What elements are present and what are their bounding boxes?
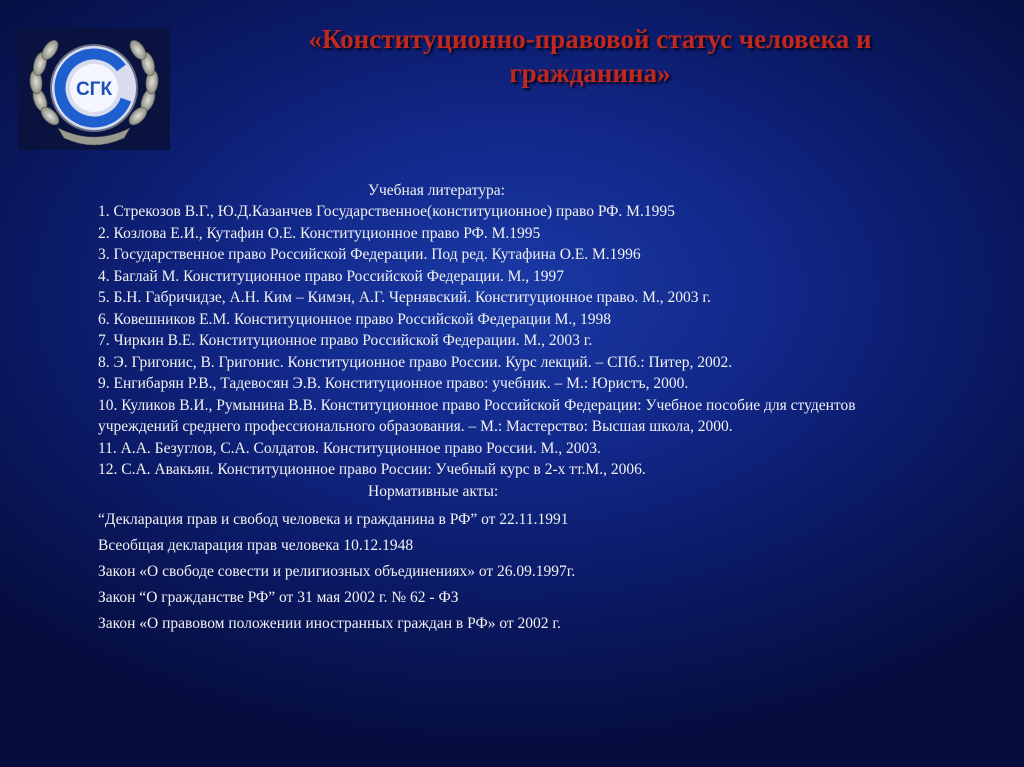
literature-item: 2. Козлова Е.И., Кутафин О.Е. Конституционное право РФ. М.1995 [98, 224, 541, 242]
emblem-letters: СГК [75, 79, 113, 100]
normative-item: “Декларация прав и свобод человека и гражданина в РФ” от 22.11.1991 [98, 510, 569, 528]
literature-list [98, 201, 978, 481]
literature-heading: Учебная литература: [368, 182, 505, 199]
literature-item: 3. Государственное право Российской Федерации. Под ред. Кутафина О.Е. М.1996 [98, 246, 641, 263]
literature-item: 12. С.А. Авакьян. Конституционное право России: Учебный курс в 2-х тт.М., 2006. [98, 461, 646, 478]
literature-item: 11. А.А. Безуглов, С.А. Солдатов. Конституционное право России. М., 2003. [98, 439, 601, 457]
literature-item: 8. Э. Григонис, В. Григонис. Конституционное право России. Курс лекций. – СПб.: Питер, 2002. [98, 353, 733, 371]
literature-item: 9. Енгибарян Р.В., Тадевосян Э.В. Конституционное право: учебник. – М.: Юристъ, 2000. [98, 375, 689, 392]
normative-item: Закон «О правовом положении иностранных граждан в РФ» от 2002 г. [98, 614, 561, 632]
normative-item: Всеобщая декларация прав человека 10.12.1948 [98, 536, 414, 554]
emblem-logo [18, 28, 170, 150]
literature-item: 6. Ковешников Е.М. Конституционное право Российской Федерации М., 1998 [98, 310, 612, 328]
emblem-icon [18, 28, 170, 150]
literature-item: 10. Куликов В.И., Румынина В.В. Конституционное право Российской Федерации: Учебное пособие для студентов учреждений среднего профессионального образования. – М.: Мастерство: Высшая школа, 2000. [98, 396, 856, 435]
literature-item: 5. Б.Н. Габричидзе, А.Н. Ким – Кимэн, А.Г. Чернявский. Конституционное право. М., 2003 г. [98, 289, 711, 306]
normative-item: Закон “О гражданстве РФ” от 31 мая 2002 г. № 62 - ФЗ [98, 588, 459, 606]
slide-content [98, 180, 978, 637]
normative-heading: Нормативные акты: [368, 482, 499, 500]
title-line-2: гражданина» [509, 58, 671, 88]
slide-title [230, 22, 950, 90]
literature-item: 1. Стрекозов В.Г., Ю.Д.Казанчев Государственное(конституционное) право РФ. М.1995 [98, 203, 675, 220]
literature-item: 7. Чиркин В.Е. Конституционное право Российской Федерации. М., 2003 г. [98, 332, 593, 349]
title-line-1: «Конституционно-правовой статус человека и [308, 24, 872, 54]
literature-item: 4. Баглай М. Конституционное право Российской Федерации. М., 1997 [98, 267, 565, 285]
normative-item: Закон «О свободе совести и религиозных объединениях» от 26.09.1997г. [98, 562, 576, 580]
normative-list [98, 507, 978, 637]
